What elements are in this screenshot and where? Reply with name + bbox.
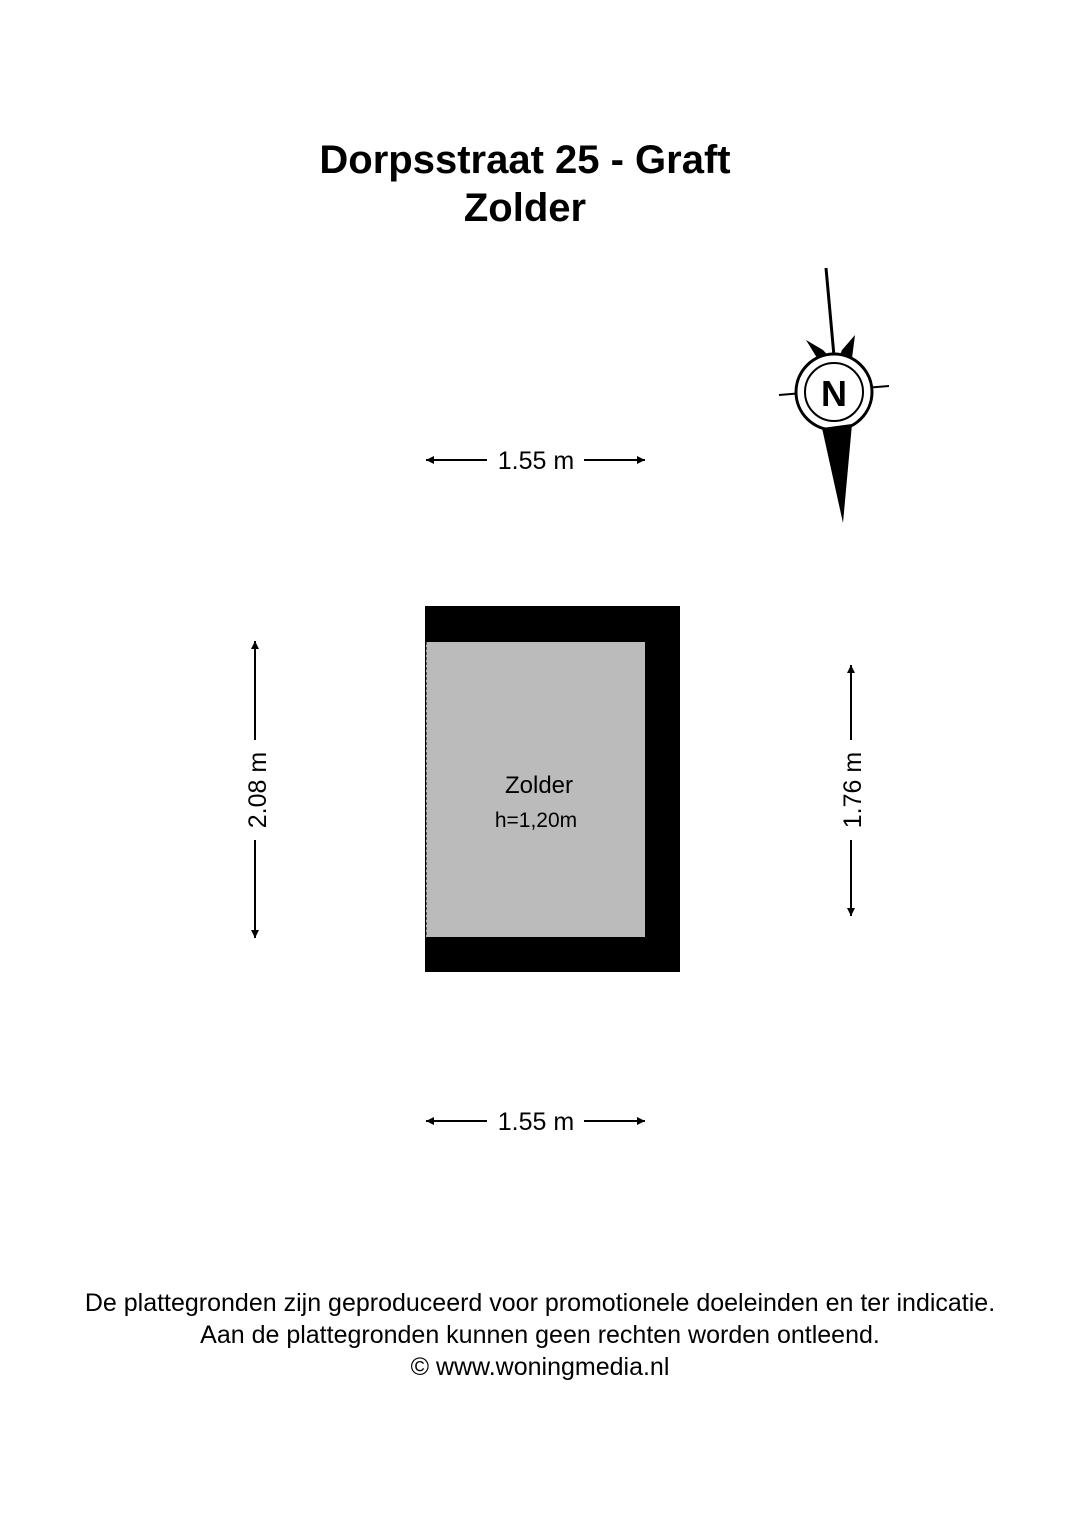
room-height: h=1,20m: [494, 809, 578, 832]
dimension-left-label: 2.08 m: [244, 751, 272, 829]
room-name: Zolder: [504, 772, 574, 799]
dimension-right-label: 1.76 m: [839, 751, 867, 829]
room-zolder: [425, 606, 680, 972]
dimension-bottom: [426, 1108, 645, 1136]
dimension-top-label: 1.55 m: [497, 447, 575, 475]
disclaimer-line-2: Aan de plattegronden kunnen geen rechten worden ontleend.: [200, 1321, 880, 1349]
dimension-right: [839, 665, 867, 916]
dimension-left: [244, 641, 272, 938]
floor-title: Zolder: [463, 186, 587, 230]
north-arrow-icon: [779, 268, 889, 523]
copyright-link: © www.woningmedia.nl: [410, 1353, 670, 1381]
page-title: Dorpsstraat 25 - Graft: [319, 138, 731, 182]
disclaimer-line-1: De plattegronden zijn geproduceerd voor promotionele doeleinden en ter indicatie.: [84, 1289, 996, 1317]
dimension-bottom-label: 1.55 m: [497, 1108, 575, 1136]
dimension-top: [426, 447, 645, 475]
compass-north-label: N: [821, 373, 847, 414]
